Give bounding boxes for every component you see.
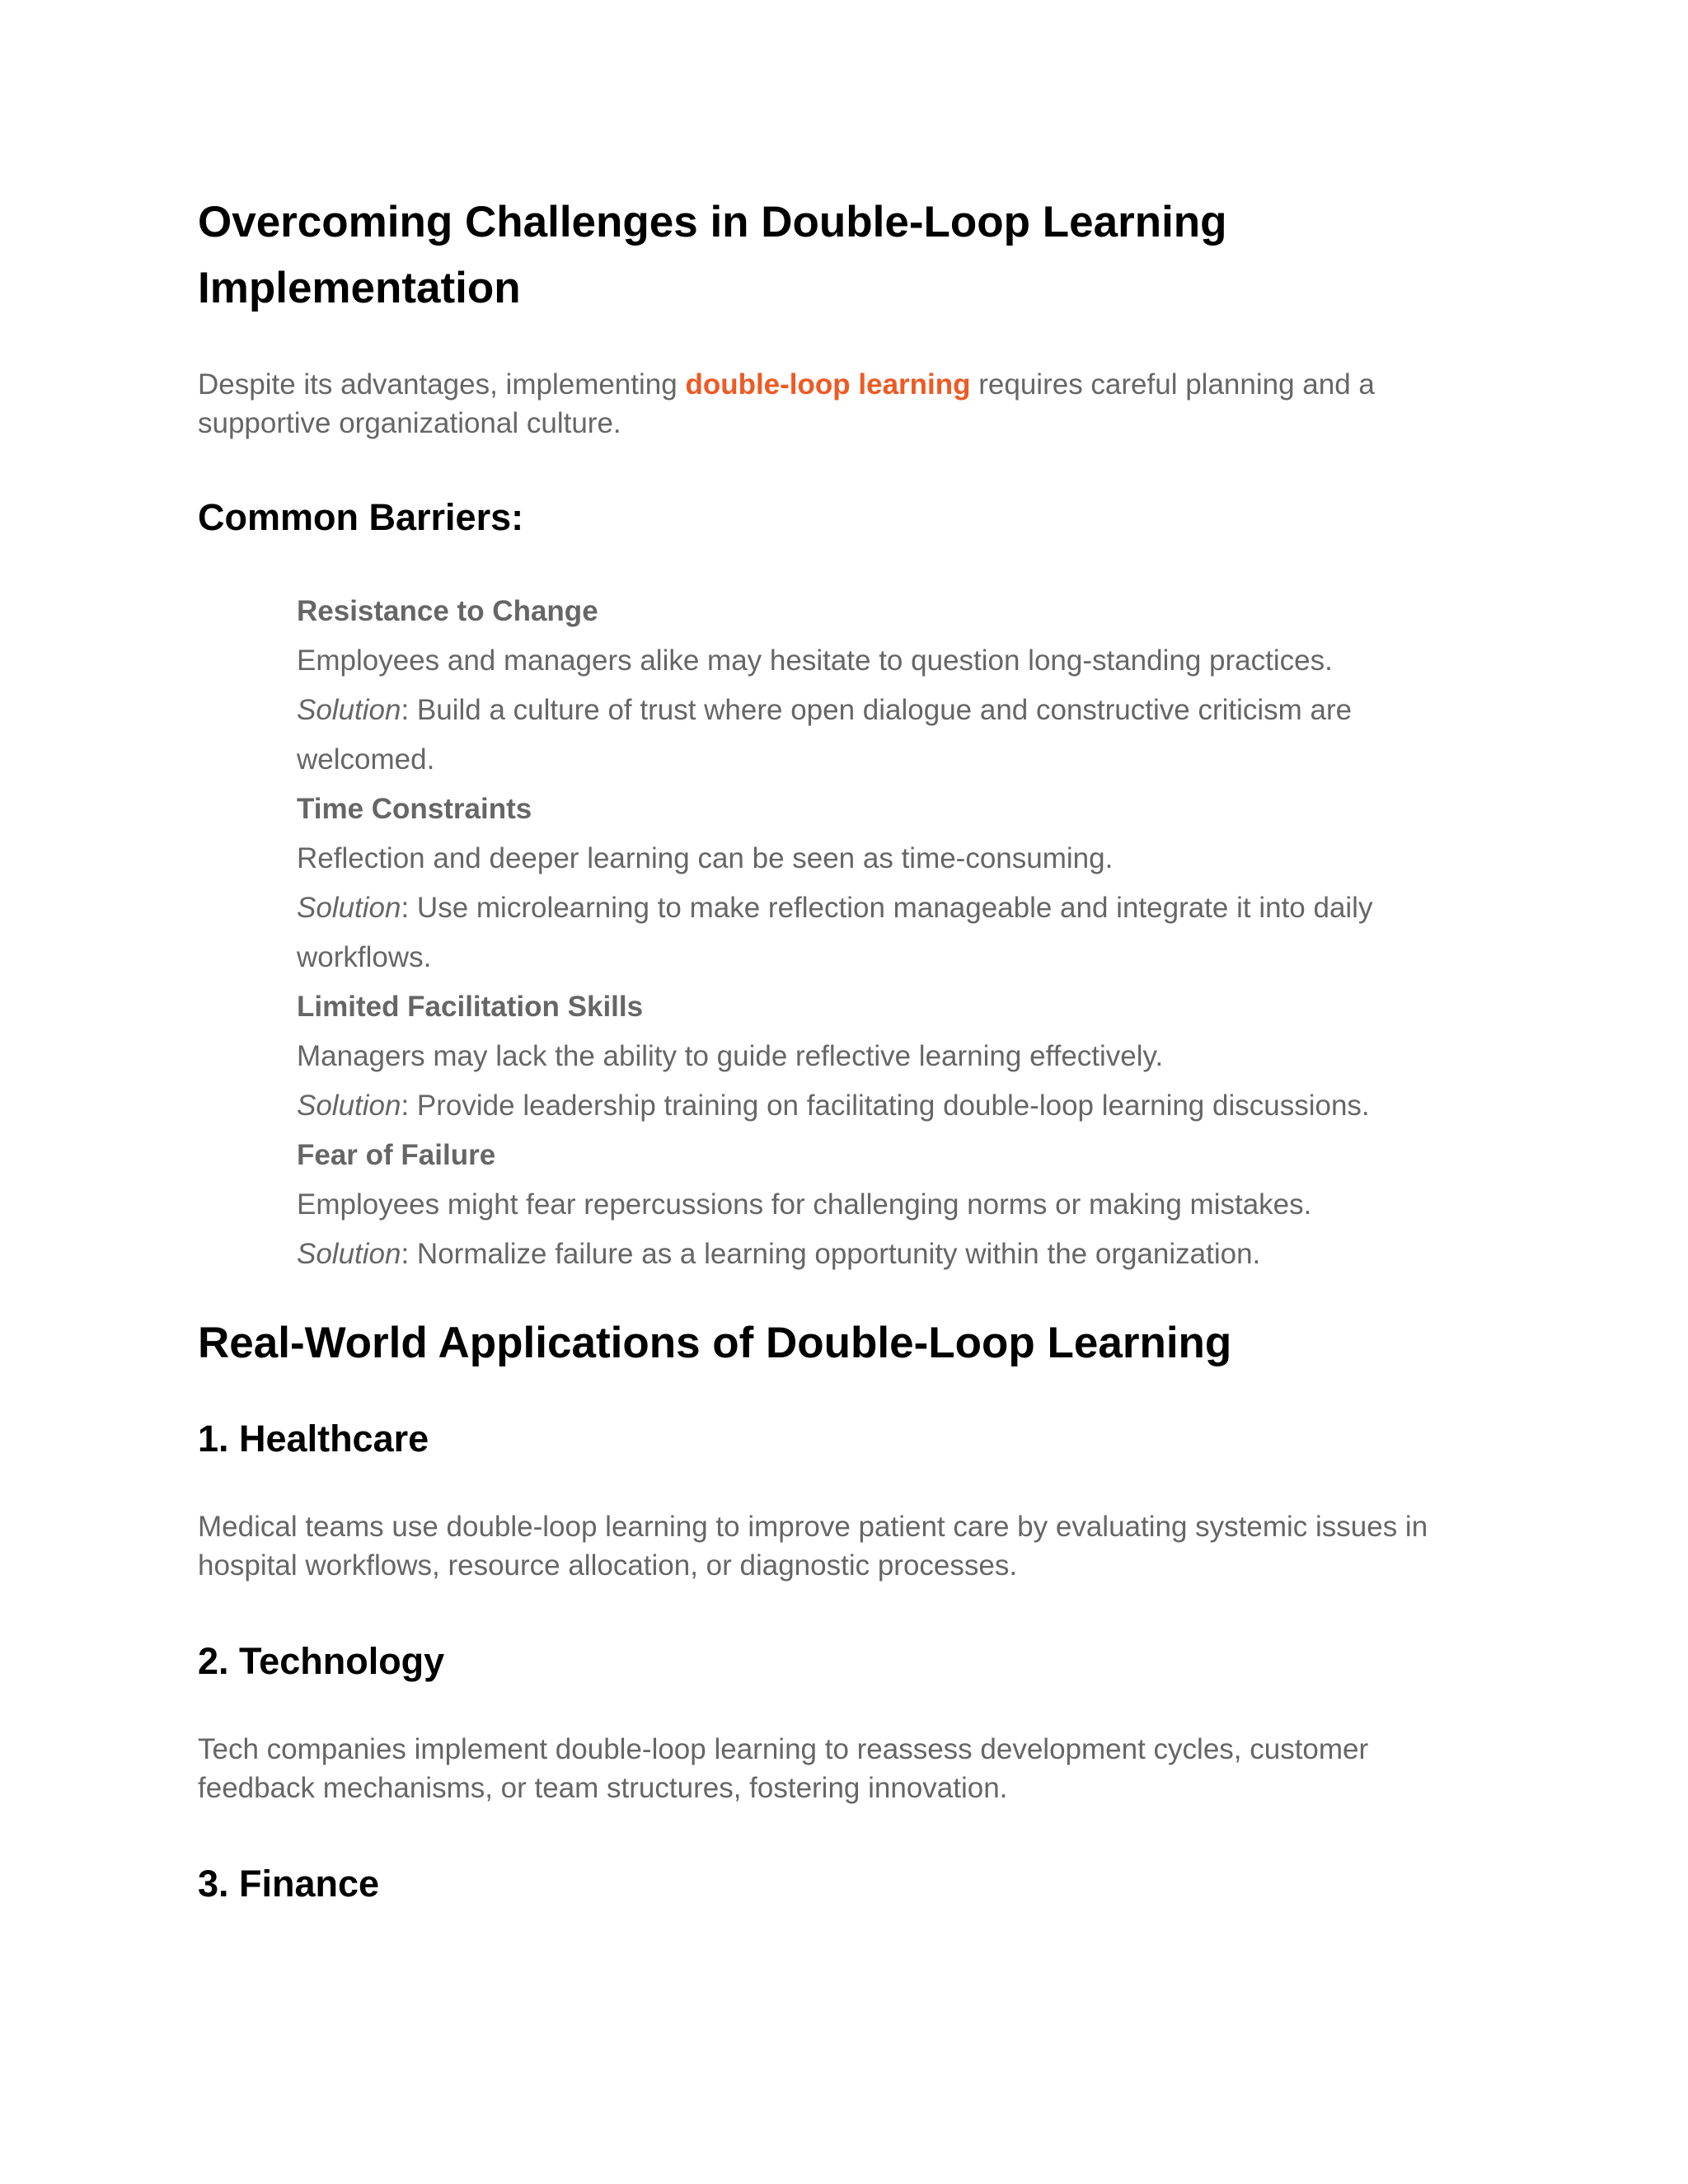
barrier-solution [297, 1230, 1490, 1279]
application-text-healthcare: Medical teams use double-loop learning to improve patient care by evaluating systemic issues in hospital workflows, resource allocation, or diagnostic processes. [198, 1511, 1428, 1582]
barrier-title: Time Constraints [297, 793, 532, 825]
intro-text-after: requires careful planning and a supportive organizational culture. [198, 368, 1375, 439]
application-heading-healthcare: 1. Healthcare [198, 1418, 429, 1460]
section-title-applications: Real-World Applications of Double-Loop Learning [198, 1319, 1232, 1367]
barrier-item [297, 982, 1490, 1131]
solution-text: : Normalize failure as a learning opportunity within the organization. [401, 1238, 1261, 1270]
intro-text-before: Despite its advantages, implementing [198, 368, 686, 401]
solution-text: : Use microlearning to make reflection manageable and integrate it into daily workflows. [297, 892, 1373, 973]
application-heading-finance: 3. Finance [198, 1863, 380, 1905]
solution-label: Solution [297, 694, 401, 726]
barriers-list [297, 587, 1490, 1279]
double-loop-learning-link[interactable]: double-loop learning [685, 368, 971, 401]
barrier-item [297, 587, 1490, 785]
barrier-item [297, 785, 1490, 982]
section-title-challenges: Overcoming Challenges in Double-Loop Learning Implementation [198, 198, 1227, 312]
common-barriers-heading: Common Barriers: [198, 496, 524, 538]
intro-paragraph [198, 365, 1490, 443]
application-heading-technology: 2. Technology [198, 1640, 445, 1682]
barrier-description: Employees might fear repercussions for challenging norms or making mistakes. [297, 1188, 1312, 1221]
barrier-item [297, 1131, 1490, 1279]
barrier-solution [297, 883, 1490, 982]
solution-text: : Build a culture of trust where open dialogue and constructive criticism are welcomed. [297, 694, 1353, 776]
barrier-solution [297, 1081, 1490, 1131]
barrier-title: Fear of Failure [297, 1139, 496, 1171]
barrier-solution [297, 686, 1490, 785]
barrier-description: Employees and managers alike may hesitate to question long-standing practices. [297, 644, 1333, 677]
barrier-title: Limited Facilitation Skills [297, 991, 644, 1023]
solution-text: : Provide leadership training on facilitating double-loop learning discussions. [401, 1090, 1370, 1122]
barrier-description: Reflection and deeper learning can be seen as time-consuming. [297, 842, 1114, 874]
barrier-description: Managers may lack the ability to guide reflective learning effectively. [297, 1040, 1164, 1072]
solution-label: Solution [297, 1238, 401, 1270]
solution-label: Solution [297, 1090, 401, 1122]
solution-label: Solution [297, 892, 401, 924]
application-text-technology: Tech companies implement double-loop learning to reassess development cycles, customer feedback mechanisms, or team structures, fostering innovation. [198, 1733, 1369, 1804]
barrier-title: Resistance to Change [297, 595, 598, 627]
